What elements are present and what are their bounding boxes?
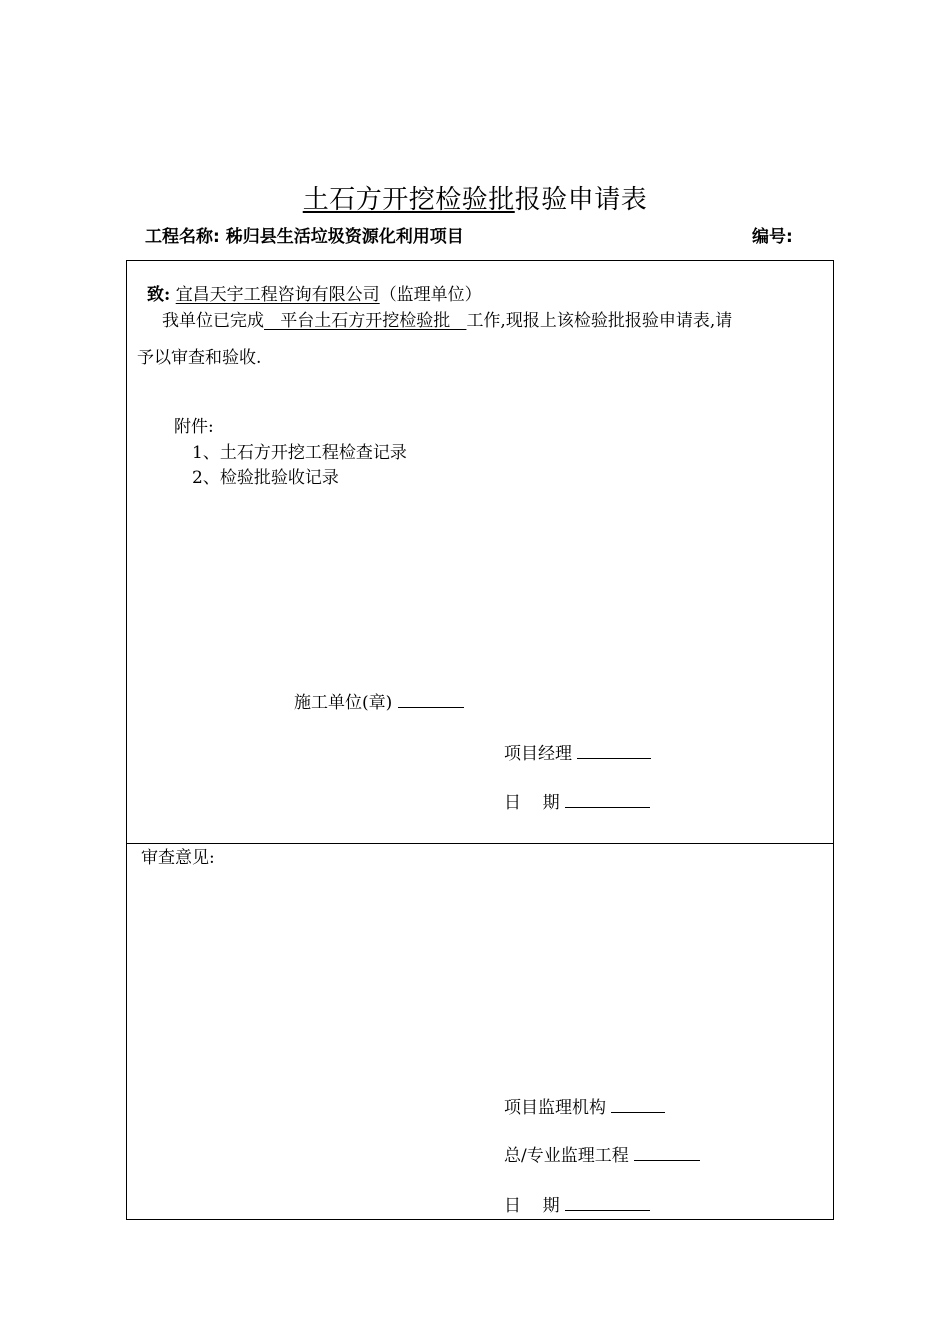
attachments-label: 附件: bbox=[174, 417, 214, 437]
project-name-row bbox=[145, 224, 464, 250]
project-name: 秭归县生活垃圾资源化利用项目 bbox=[225, 227, 464, 247]
statement-prefix: 我单位已完成 bbox=[162, 311, 264, 331]
supervision-org-blank bbox=[611, 1094, 665, 1113]
statement-line-2: 予以审查和验收. bbox=[137, 348, 262, 368]
work-item: 平台土石方开挖检验批 bbox=[264, 311, 467, 331]
chief-engineer-line bbox=[504, 1142, 700, 1169]
project-label: 工程名称: bbox=[145, 227, 220, 247]
manager-signature-line bbox=[504, 740, 651, 767]
application-date-line bbox=[504, 789, 650, 816]
title-rest: 报验申请表 bbox=[514, 185, 648, 215]
to-label: 致: bbox=[147, 285, 171, 305]
title-underlined: 土石方开挖检验批 bbox=[302, 185, 515, 215]
chief-engineer-blank bbox=[634, 1142, 700, 1161]
chief-engineer-label: 总/专业监理工程 bbox=[504, 1146, 629, 1166]
number-label: 编号: bbox=[752, 227, 793, 247]
review-date-label: 日 期 bbox=[504, 1196, 560, 1216]
manager-signature-blank bbox=[577, 740, 651, 759]
manager-label: 项目经理 bbox=[504, 744, 572, 764]
recipient-role: （监理单位） bbox=[379, 285, 482, 305]
recipient-line bbox=[147, 282, 482, 308]
statement-line-1 bbox=[162, 308, 732, 334]
application-form bbox=[126, 260, 834, 1220]
attachment-item: 1、土石方开挖工程检查记录 bbox=[192, 443, 407, 463]
review-opinion-label: 审查意见: bbox=[141, 848, 215, 868]
contractor-signature-blank bbox=[398, 689, 464, 708]
statement-suffix: 工作,现报上该检验批报验申请表,请 bbox=[466, 311, 733, 331]
recipient-name: 宜昌天宇工程咨询有限公司 bbox=[175, 285, 380, 305]
attachment-item: 2、检验批验收记录 bbox=[192, 468, 339, 488]
review-date-line bbox=[504, 1192, 650, 1219]
supervision-org-label: 项目监理机构 bbox=[504, 1098, 606, 1118]
contractor-signature-line bbox=[294, 689, 464, 716]
application-date-label: 日 期 bbox=[504, 793, 560, 813]
application-date-blank bbox=[565, 789, 650, 808]
contractor-label: 施工单位(章) bbox=[294, 693, 393, 713]
review-date-blank bbox=[565, 1192, 650, 1211]
section-divider bbox=[127, 843, 833, 844]
supervision-org-line bbox=[504, 1094, 665, 1121]
page-title bbox=[0, 180, 950, 220]
